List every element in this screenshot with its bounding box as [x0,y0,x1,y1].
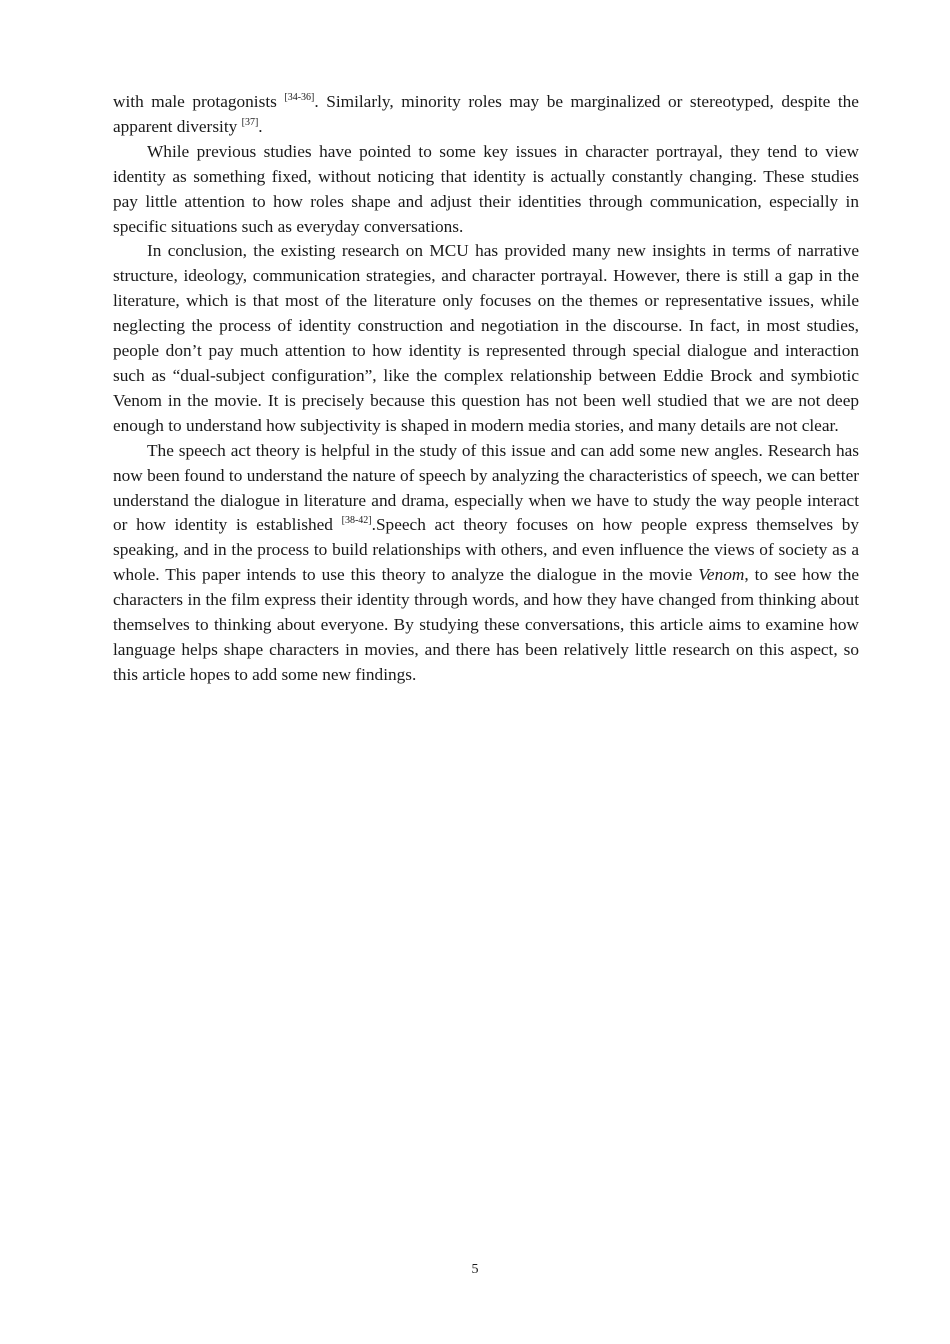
paragraph-text: The speech act theory is helpful in the study of this issue and can add some new angles. Research has now been found to understand the nature of speech by analyzing the characteristics of speech, we can better understand the dialogue in literature and drama, especially when we have to study the way people interact or how identity is established [113,440,859,535]
citation: [38-42] [341,515,372,527]
citation: [37] [241,116,259,128]
paragraph-continuation [113,90,859,140]
paragraph-text: . Similarly, minority roles may be marginalized or stereotyped, despite the apparent diversity [113,92,859,136]
paragraph-text: .Speech act theory focuses on how people express themselves by speaking, and in the process to build relationships with others, and even influence the views of society as a whole. This paper intends to use this theory to analyze the dialogue in the movie [113,515,859,585]
document-body [113,90,859,688]
paragraph-text: , to see how the characters in the film express their identity through words, and how they have changed from thinking about themselves to thinking about everyone. By studying these conversations, this article aims to examine how language helps shape characters in movies, and there has been relatively little research on this aspect, so this article hopes to add some new findings. [113,565,860,684]
paragraph-text: . [258,116,263,136]
citation: [34-36] [284,92,315,103]
paragraph [113,439,859,688]
film-title: Venom [698,565,745,585]
paragraph: While previous studies have pointed to some key issues in character portrayal, they tend to view identity as something fixed, without noticing that identity is actually constantly changing. These studies pay little attention to how roles shape and adjust their identities through communication, especially in specific situations such as everyday conversations. [113,141,859,236]
paragraph: In conclusion, the existing research on MCU has provided many new insights in terms of narrative structure, ideology, communication strategies, and character portrayal. However, there is still a gap in the literature, which is that most of the literature only focuses on the themes or representative issues, while neglecting the process of identity construction and negotiation in the discourse. In fact, in most studies, people don’t pay much attention to how identity is represented through special dialogue and interaction such as “dual-subject configuration”, like the complex relationship between Eddie Brock and symbiotic Venom in the movie. It is precisely because this question has not been well studied that we are not deep enough to understand how subjectivity is shaped in modern media stories, and many details are not clear. [113,241,859,435]
paragraph-text: with male protagonists [113,92,285,111]
page-number: 5 [471,1262,479,1277]
